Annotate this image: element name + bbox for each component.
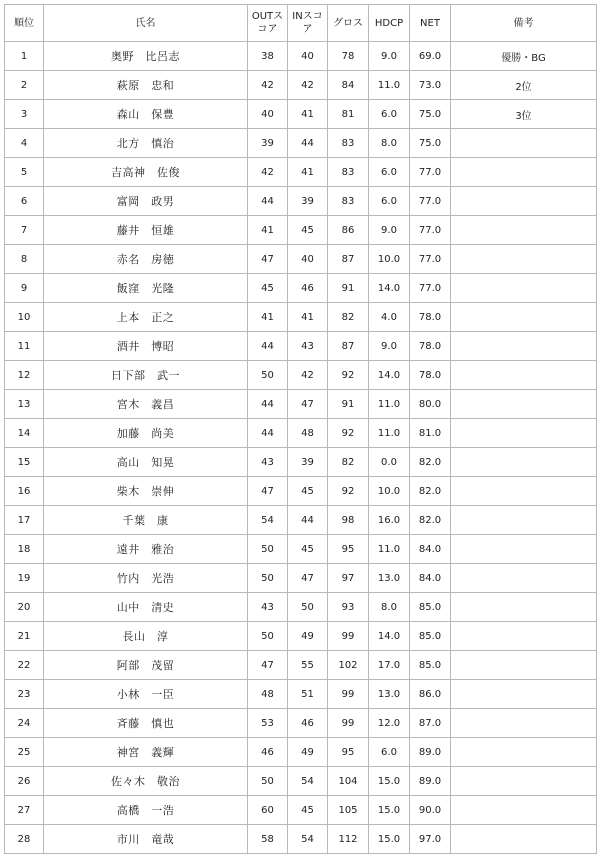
remarks-cell — [451, 274, 597, 303]
out-score-cell: 58 — [248, 825, 288, 854]
gross-cell: 83 — [328, 158, 369, 187]
out-score-cell: 53 — [248, 709, 288, 738]
gross-cell: 86 — [328, 216, 369, 245]
gross-cell: 112 — [328, 825, 369, 854]
hdcp-cell: 11.0 — [369, 390, 410, 419]
name-cell: 上本 正之 — [44, 303, 248, 332]
out-score-cell: 44 — [248, 187, 288, 216]
gross-cell: 95 — [328, 738, 369, 767]
hdcp-cell: 10.0 — [369, 245, 410, 274]
net-cell: 87.0 — [410, 709, 451, 738]
rank-cell: 18 — [5, 535, 44, 564]
rank-cell: 1 — [5, 42, 44, 71]
name-cell: 宮木 義昌 — [44, 390, 248, 419]
rank-cell: 7 — [5, 216, 44, 245]
rank-cell: 17 — [5, 506, 44, 535]
in-score-cell: 54 — [288, 825, 328, 854]
hdcp-cell: 14.0 — [369, 361, 410, 390]
name-cell: 柴木 崇伸 — [44, 477, 248, 506]
in-score-cell: 49 — [288, 738, 328, 767]
hdcp-cell: 8.0 — [369, 593, 410, 622]
out-score-cell: 43 — [248, 448, 288, 477]
rank-cell: 25 — [5, 738, 44, 767]
remarks-cell — [451, 158, 597, 187]
name-cell: 斉藤 慎也 — [44, 709, 248, 738]
table-row — [5, 825, 597, 854]
net-cell: 73.0 — [410, 71, 451, 100]
rank-cell: 24 — [5, 709, 44, 738]
out-score-cell: 60 — [248, 796, 288, 825]
name-cell: 阿部 茂留 — [44, 651, 248, 680]
table-row — [5, 506, 597, 535]
results-body — [5, 42, 597, 854]
remarks-cell — [451, 245, 597, 274]
remarks-cell — [451, 129, 597, 158]
gross-cell: 87 — [328, 332, 369, 361]
in-score-cell: 39 — [288, 187, 328, 216]
header-gross: グロス — [328, 5, 369, 42]
name-cell: 市川 竜哉 — [44, 825, 248, 854]
out-score-cell: 44 — [248, 390, 288, 419]
hdcp-cell: 9.0 — [369, 216, 410, 245]
remarks-cell — [451, 680, 597, 709]
out-score-cell: 47 — [248, 245, 288, 274]
table-row — [5, 796, 597, 825]
gross-cell: 87 — [328, 245, 369, 274]
table-row — [5, 651, 597, 680]
net-cell: 81.0 — [410, 419, 451, 448]
hdcp-cell: 13.0 — [369, 680, 410, 709]
remarks-cell — [451, 564, 597, 593]
rank-cell: 4 — [5, 129, 44, 158]
hdcp-cell: 15.0 — [369, 767, 410, 796]
out-score-cell: 48 — [248, 680, 288, 709]
name-cell: 北方 慎治 — [44, 129, 248, 158]
in-score-cell: 54 — [288, 767, 328, 796]
hdcp-cell: 10.0 — [369, 477, 410, 506]
table-row — [5, 71, 597, 100]
hdcp-cell: 15.0 — [369, 825, 410, 854]
remarks-cell — [451, 216, 597, 245]
out-score-cell: 39 — [248, 129, 288, 158]
gross-cell: 104 — [328, 767, 369, 796]
out-score-cell: 43 — [248, 593, 288, 622]
out-score-cell: 40 — [248, 100, 288, 129]
rank-cell: 20 — [5, 593, 44, 622]
rank-cell: 8 — [5, 245, 44, 274]
name-cell: 山中 清史 — [44, 593, 248, 622]
remarks-cell — [451, 332, 597, 361]
net-cell: 77.0 — [410, 158, 451, 187]
net-cell: 85.0 — [410, 651, 451, 680]
rank-cell: 5 — [5, 158, 44, 187]
out-score-cell: 42 — [248, 158, 288, 187]
net-cell: 77.0 — [410, 187, 451, 216]
out-score-cell: 50 — [248, 767, 288, 796]
remarks-cell — [451, 622, 597, 651]
in-score-cell: 46 — [288, 709, 328, 738]
hdcp-cell: 0.0 — [369, 448, 410, 477]
out-score-cell: 47 — [248, 477, 288, 506]
header-net: NET — [410, 5, 451, 42]
gross-cell: 82 — [328, 448, 369, 477]
remarks-cell: 2位 — [451, 71, 597, 100]
remarks-cell — [451, 187, 597, 216]
table-row — [5, 593, 597, 622]
gross-cell: 99 — [328, 680, 369, 709]
name-cell: 高橋 一浩 — [44, 796, 248, 825]
out-score-cell: 50 — [248, 535, 288, 564]
remarks-cell — [451, 477, 597, 506]
name-cell: 酒井 博昭 — [44, 332, 248, 361]
name-cell: 小林 一臣 — [44, 680, 248, 709]
remarks-cell — [451, 448, 597, 477]
net-cell: 82.0 — [410, 448, 451, 477]
net-cell: 82.0 — [410, 477, 451, 506]
table-row — [5, 680, 597, 709]
hdcp-cell: 12.0 — [369, 709, 410, 738]
hdcp-cell: 16.0 — [369, 506, 410, 535]
rank-cell: 11 — [5, 332, 44, 361]
gross-cell: 83 — [328, 129, 369, 158]
remarks-cell — [451, 535, 597, 564]
header-hdcp: HDCP — [369, 5, 410, 42]
in-score-cell: 45 — [288, 216, 328, 245]
gross-cell: 78 — [328, 42, 369, 71]
net-cell: 75.0 — [410, 100, 451, 129]
name-cell: 富岡 政男 — [44, 187, 248, 216]
gross-cell: 92 — [328, 361, 369, 390]
in-score-cell: 45 — [288, 796, 328, 825]
net-cell: 69.0 — [410, 42, 451, 71]
name-cell: 長山 淳 — [44, 622, 248, 651]
table-row — [5, 767, 597, 796]
hdcp-cell: 6.0 — [369, 158, 410, 187]
table-row — [5, 477, 597, 506]
rank-cell: 21 — [5, 622, 44, 651]
net-cell: 78.0 — [410, 332, 451, 361]
remarks-cell — [451, 651, 597, 680]
results-table — [4, 4, 597, 854]
hdcp-cell: 13.0 — [369, 564, 410, 593]
remarks-cell — [451, 361, 597, 390]
remarks-cell: 3位 — [451, 100, 597, 129]
in-score-cell: 43 — [288, 332, 328, 361]
remarks-cell — [451, 419, 597, 448]
gross-cell: 82 — [328, 303, 369, 332]
in-score-cell: 41 — [288, 158, 328, 187]
net-cell: 82.0 — [410, 506, 451, 535]
rank-cell: 12 — [5, 361, 44, 390]
name-cell: 加藤 尚美 — [44, 419, 248, 448]
in-score-cell: 41 — [288, 303, 328, 332]
in-score-cell: 42 — [288, 71, 328, 100]
rank-cell: 27 — [5, 796, 44, 825]
name-cell: 遠井 雅治 — [44, 535, 248, 564]
gross-cell: 81 — [328, 100, 369, 129]
table-row — [5, 448, 597, 477]
net-cell: 77.0 — [410, 245, 451, 274]
gross-cell: 99 — [328, 709, 369, 738]
name-cell: 神宮 義輝 — [44, 738, 248, 767]
hdcp-cell: 9.0 — [369, 332, 410, 361]
header-out-score: OUTスコア — [248, 5, 288, 42]
in-score-cell: 45 — [288, 535, 328, 564]
table-row — [5, 564, 597, 593]
name-cell: 藤井 恒雄 — [44, 216, 248, 245]
gross-cell: 95 — [328, 535, 369, 564]
name-cell: 千葉 康 — [44, 506, 248, 535]
table-row — [5, 274, 597, 303]
remarks-cell — [451, 593, 597, 622]
in-score-cell: 42 — [288, 361, 328, 390]
out-score-cell: 50 — [248, 361, 288, 390]
net-cell: 77.0 — [410, 216, 451, 245]
table-row — [5, 216, 597, 245]
rank-cell: 15 — [5, 448, 44, 477]
table-row — [5, 419, 597, 448]
in-score-cell: 40 — [288, 245, 328, 274]
net-cell: 77.0 — [410, 274, 451, 303]
gross-cell: 83 — [328, 187, 369, 216]
in-score-cell: 41 — [288, 100, 328, 129]
name-cell: 日下部 武一 — [44, 361, 248, 390]
out-score-cell: 41 — [248, 216, 288, 245]
table-row — [5, 100, 597, 129]
hdcp-cell: 9.0 — [369, 42, 410, 71]
name-cell: 竹内 光浩 — [44, 564, 248, 593]
gross-cell: 98 — [328, 506, 369, 535]
gross-cell: 92 — [328, 477, 369, 506]
rank-cell: 22 — [5, 651, 44, 680]
table-row — [5, 187, 597, 216]
rank-cell: 26 — [5, 767, 44, 796]
remarks-cell — [451, 825, 597, 854]
name-cell: 萩原 忠和 — [44, 71, 248, 100]
out-score-cell: 44 — [248, 419, 288, 448]
header-name: 氏名 — [44, 5, 248, 42]
hdcp-cell: 14.0 — [369, 622, 410, 651]
table-row — [5, 361, 597, 390]
name-cell: 高山 知晃 — [44, 448, 248, 477]
out-score-cell: 50 — [248, 564, 288, 593]
gross-cell: 102 — [328, 651, 369, 680]
gross-cell: 84 — [328, 71, 369, 100]
in-score-cell: 49 — [288, 622, 328, 651]
rank-cell: 3 — [5, 100, 44, 129]
hdcp-cell: 17.0 — [369, 651, 410, 680]
rank-cell: 16 — [5, 477, 44, 506]
out-score-cell: 54 — [248, 506, 288, 535]
in-score-cell: 40 — [288, 42, 328, 71]
net-cell: 75.0 — [410, 129, 451, 158]
header-rank: 順位 — [5, 5, 44, 42]
hdcp-cell: 14.0 — [369, 274, 410, 303]
remarks-cell — [451, 767, 597, 796]
gross-cell: 93 — [328, 593, 369, 622]
table-row — [5, 129, 597, 158]
net-cell: 78.0 — [410, 303, 451, 332]
gross-cell: 91 — [328, 274, 369, 303]
hdcp-cell: 8.0 — [369, 129, 410, 158]
out-score-cell: 42 — [248, 71, 288, 100]
in-score-cell: 44 — [288, 506, 328, 535]
rank-cell: 2 — [5, 71, 44, 100]
rank-cell: 19 — [5, 564, 44, 593]
net-cell: 78.0 — [410, 361, 451, 390]
rank-cell: 28 — [5, 825, 44, 854]
remarks-cell — [451, 709, 597, 738]
hdcp-cell: 6.0 — [369, 100, 410, 129]
table-row — [5, 390, 597, 419]
in-score-cell: 47 — [288, 564, 328, 593]
name-cell: 佐々木 敬治 — [44, 767, 248, 796]
net-cell: 89.0 — [410, 738, 451, 767]
name-cell: 赤名 房徳 — [44, 245, 248, 274]
rank-cell: 23 — [5, 680, 44, 709]
table-row — [5, 738, 597, 767]
net-cell: 97.0 — [410, 825, 451, 854]
header-row — [5, 5, 597, 42]
out-score-cell: 44 — [248, 332, 288, 361]
rank-cell: 13 — [5, 390, 44, 419]
rank-cell: 6 — [5, 187, 44, 216]
in-score-cell: 45 — [288, 477, 328, 506]
net-cell: 84.0 — [410, 564, 451, 593]
out-score-cell: 50 — [248, 622, 288, 651]
out-score-cell: 46 — [248, 738, 288, 767]
name-cell: 飯窪 光隆 — [44, 274, 248, 303]
table-row — [5, 42, 597, 71]
in-score-cell: 50 — [288, 593, 328, 622]
name-cell: 吉高神 佐俊 — [44, 158, 248, 187]
net-cell: 84.0 — [410, 535, 451, 564]
hdcp-cell: 4.0 — [369, 303, 410, 332]
table-row — [5, 303, 597, 332]
hdcp-cell: 11.0 — [369, 419, 410, 448]
hdcp-cell: 6.0 — [369, 187, 410, 216]
table-row — [5, 535, 597, 564]
remarks-cell — [451, 738, 597, 767]
out-score-cell: 47 — [248, 651, 288, 680]
header-in-score: INスコア — [288, 5, 328, 42]
table-row — [5, 622, 597, 651]
gross-cell: 97 — [328, 564, 369, 593]
in-score-cell: 46 — [288, 274, 328, 303]
rank-cell: 14 — [5, 419, 44, 448]
out-score-cell: 41 — [248, 303, 288, 332]
table-row — [5, 158, 597, 187]
in-score-cell: 55 — [288, 651, 328, 680]
remarks-cell — [451, 390, 597, 419]
rank-cell: 10 — [5, 303, 44, 332]
rank-cell: 9 — [5, 274, 44, 303]
hdcp-cell: 6.0 — [369, 738, 410, 767]
net-cell: 90.0 — [410, 796, 451, 825]
in-score-cell: 48 — [288, 419, 328, 448]
net-cell: 80.0 — [410, 390, 451, 419]
header-remarks: 備考 — [451, 5, 597, 42]
net-cell: 89.0 — [410, 767, 451, 796]
hdcp-cell: 11.0 — [369, 71, 410, 100]
remarks-cell — [451, 303, 597, 332]
in-score-cell: 39 — [288, 448, 328, 477]
hdcp-cell: 15.0 — [369, 796, 410, 825]
table-row — [5, 332, 597, 361]
in-score-cell: 47 — [288, 390, 328, 419]
out-score-cell: 38 — [248, 42, 288, 71]
remarks-cell — [451, 506, 597, 535]
gross-cell: 99 — [328, 622, 369, 651]
net-cell: 85.0 — [410, 593, 451, 622]
gross-cell: 105 — [328, 796, 369, 825]
net-cell: 86.0 — [410, 680, 451, 709]
remarks-cell: 優勝・BG — [451, 42, 597, 71]
gross-cell: 92 — [328, 419, 369, 448]
remarks-cell — [451, 796, 597, 825]
name-cell: 奥野 比呂志 — [44, 42, 248, 71]
name-cell: 森山 保豊 — [44, 100, 248, 129]
table-row — [5, 245, 597, 274]
out-score-cell: 45 — [248, 274, 288, 303]
hdcp-cell: 11.0 — [369, 535, 410, 564]
in-score-cell: 51 — [288, 680, 328, 709]
table-row — [5, 709, 597, 738]
in-score-cell: 44 — [288, 129, 328, 158]
net-cell: 85.0 — [410, 622, 451, 651]
gross-cell: 91 — [328, 390, 369, 419]
